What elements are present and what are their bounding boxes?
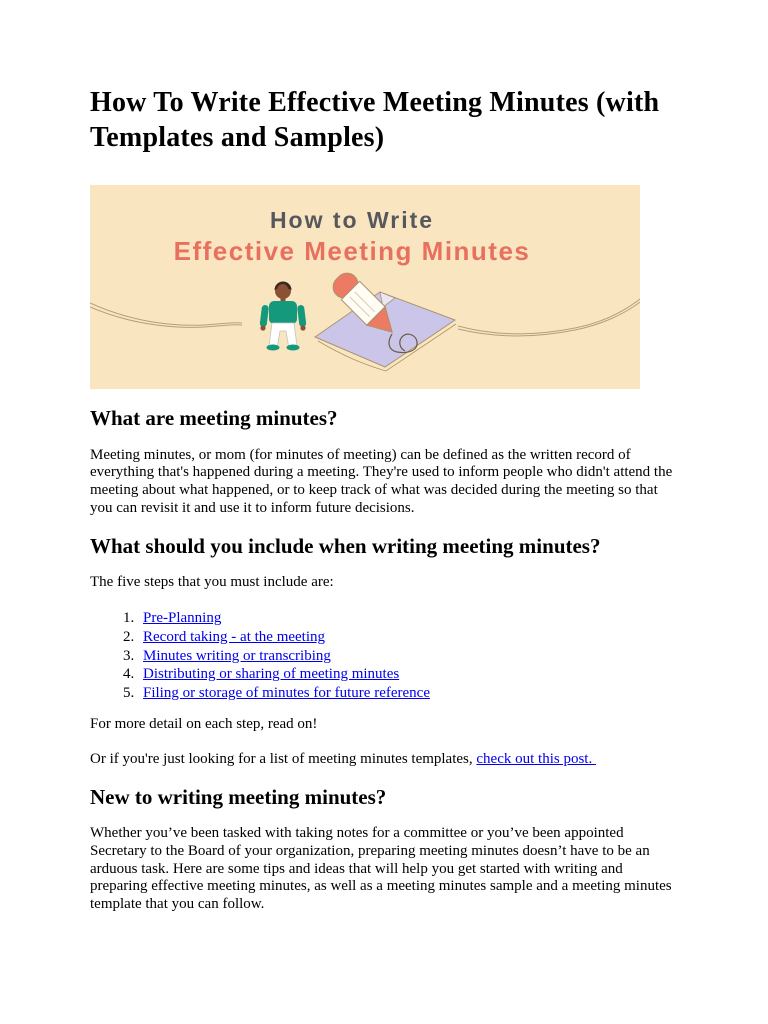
step-link-filing-storage[interactable]: Filing or storage of minutes for future reference bbox=[143, 685, 430, 702]
steps-list-intro: The five steps that you must include are: bbox=[90, 574, 334, 591]
templates-line-prefix: Or if you're just looking for a list of meeting minutes templates, bbox=[90, 750, 477, 767]
step-link-record-taking[interactable]: Record taking - at the meeting bbox=[143, 628, 326, 645]
banner-image bbox=[90, 185, 640, 389]
list-item bbox=[138, 684, 678, 703]
steps-list bbox=[90, 609, 678, 703]
list-item bbox=[138, 647, 678, 666]
document-content bbox=[90, 0, 678, 914]
section-heading-include: What should you include when writing meeting minutes? bbox=[90, 534, 601, 559]
templates-post-link[interactable]: check out this post. bbox=[476, 750, 596, 767]
section-heading-what-are: What are meeting minutes? bbox=[90, 406, 338, 431]
list-item bbox=[138, 628, 678, 647]
list-item bbox=[138, 609, 678, 628]
paragraph-what-are: Meeting minutes, or mom (for minutes of meeting) can be defined as the written record of everything that's happened during a meeting. They're used to inform people who didn't attend the meeting about what happened, or to keep track of what was decided during the meeting so that you can revisit it and use it to inform future decisions. bbox=[90, 446, 673, 516]
more-detail-text: For more detail on each step, read on! bbox=[90, 715, 318, 732]
banner-title-line1: How to Write bbox=[269, 207, 435, 234]
page-title: How To Write Effective Meeting Minutes (with Templates and Samples) bbox=[90, 87, 660, 153]
banner-illustration bbox=[90, 185, 640, 389]
list-item bbox=[138, 665, 678, 684]
banner-title-line2: Effective Meeting Minutes bbox=[173, 236, 531, 267]
step-link-distributing[interactable]: Distributing or sharing of meeting minutes bbox=[143, 666, 400, 683]
step-link-minutes-writing[interactable]: Minutes writing or transcribing bbox=[143, 647, 331, 664]
step-link-pre-planning[interactable]: Pre-Planning bbox=[143, 610, 222, 627]
section-heading-new-to: New to writing meeting minutes? bbox=[90, 785, 387, 810]
templates-line bbox=[90, 751, 678, 769]
paragraph-new-to: Whether you’ve been tasked with taking notes for a committee or you’ve been appointed Secretary to the Board of your organization, preparing meeting minutes doesn’t have to be an arduous task. Here are some tips and ideas that will help you get started with writing and preparing effective meeting minutes, as well as a meeting minutes sample and a meeting minutes template that you can follow. bbox=[90, 825, 672, 913]
